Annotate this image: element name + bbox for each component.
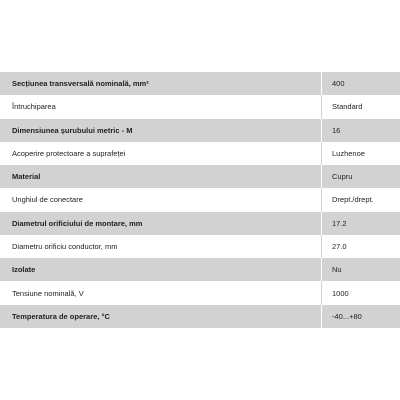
spec-row-connection-angle [0,188,400,211]
spec-value: 27.0 [332,241,347,251]
spec-row-coating [0,142,400,165]
spec-label: Tensiune nominală, V [0,281,322,304]
spec-table [0,72,400,328]
spec-label: Secțiunea transversală nominală, mm² [0,72,322,95]
spec-label: Unghiul de conectare [0,188,322,211]
spec-row-material [0,165,400,188]
spec-label: Acoperire protectoare a suprafeței [0,142,322,165]
spec-row-bolt-size [0,119,400,142]
spec-value: Luzhenoe [332,148,365,158]
spec-value: Cupru [332,172,353,182]
spec-row-cross-section [0,72,400,95]
spec-value: 400 [332,79,345,89]
spec-row-conductor-hole [0,235,400,258]
spec-row-temperature [0,305,400,328]
spec-row-embodiment [0,95,400,118]
spec-value: 16 [332,125,341,135]
spec-value: -40...+80 [332,311,362,321]
spec-value: 17.2 [332,218,347,228]
spec-label: Diametrul orificiului de montare, mm [0,212,322,235]
spec-label: Diametru orificiu conductor, mm [0,235,322,258]
spec-value: Drept./drept. [332,195,374,205]
spec-value: Nu [332,265,342,275]
spec-row-voltage [0,281,400,304]
spec-row-insulated [0,258,400,281]
spec-label: Temperatura de operare, °C [0,305,322,328]
spec-value: 1000 [332,288,349,298]
spec-row-mounting-hole [0,212,400,235]
spec-label: Întruchiparea [0,95,322,118]
spec-label: Material [0,165,322,188]
spec-value: Standard [332,102,363,112]
spec-label: Dimensiunea șurubului metric - M [0,119,322,142]
spec-label: Izolate [0,258,322,281]
